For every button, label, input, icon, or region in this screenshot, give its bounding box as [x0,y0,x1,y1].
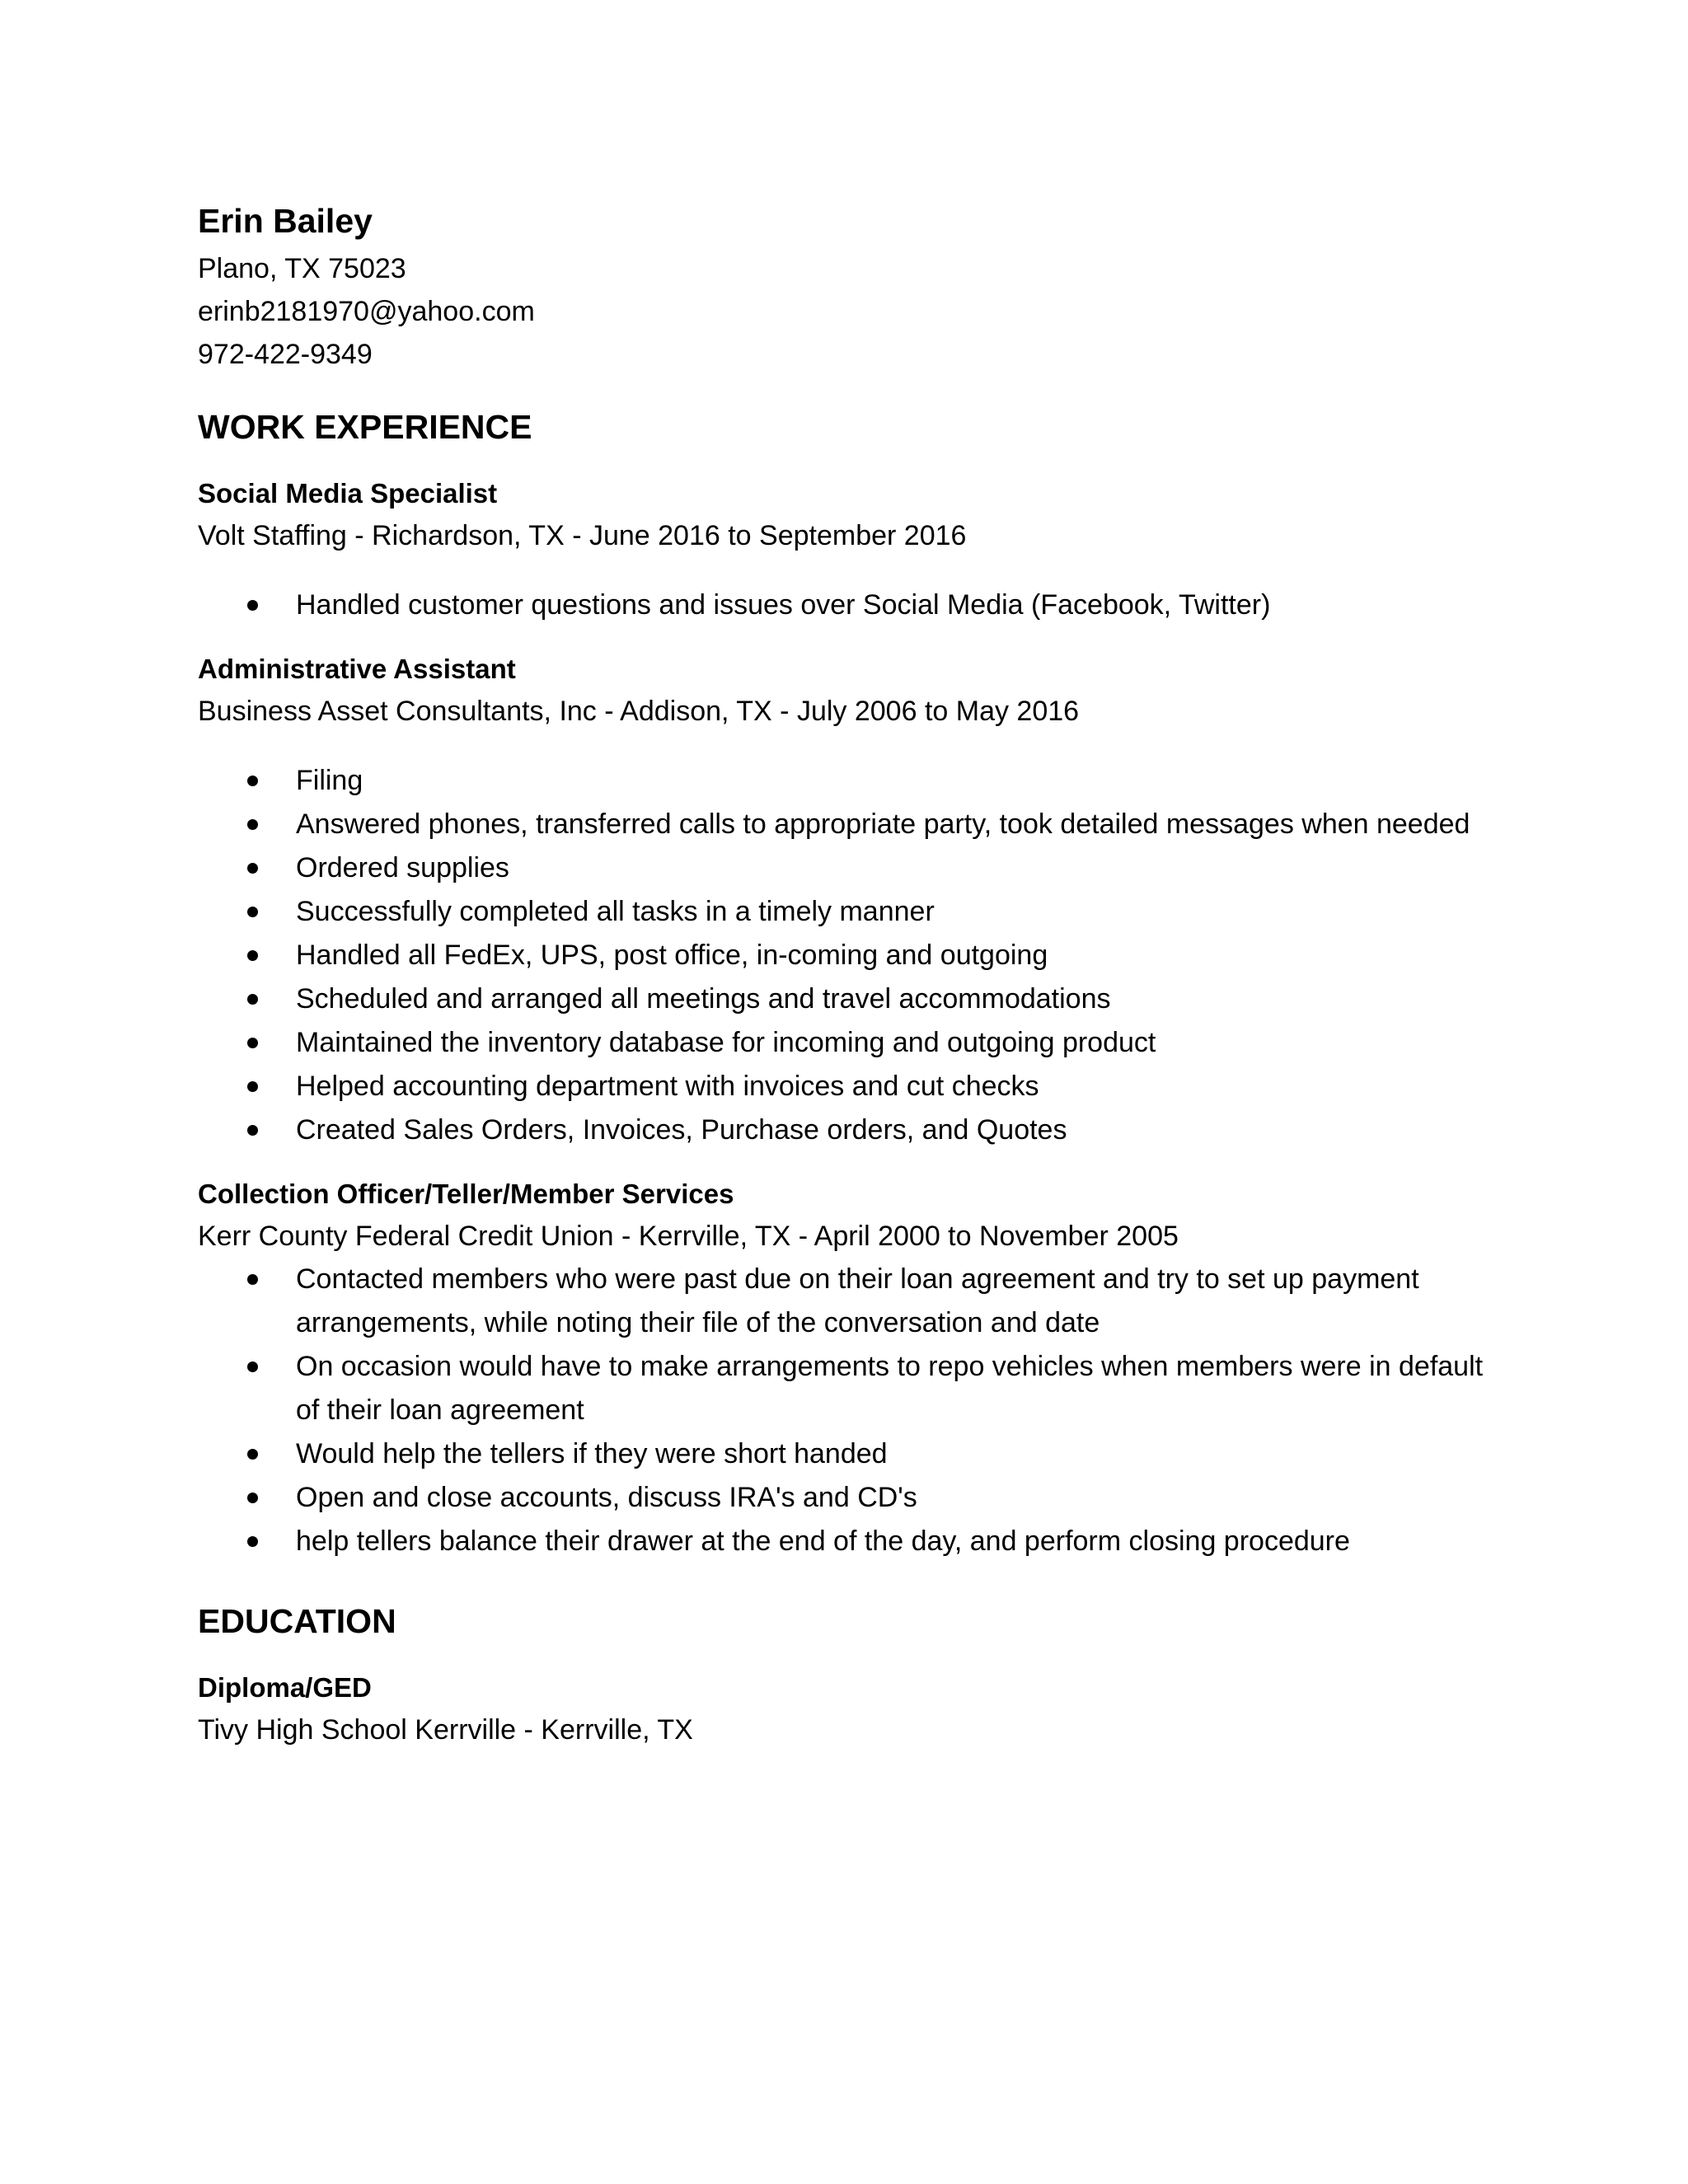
list-item: Created Sales Orders, Invoices, Purchase orders, and Quotes [198,1108,1500,1152]
job-entry-social-media [198,473,1500,627]
job-meta: Volt Staffing - Richardson, TX - June 2016 to September 2016 [198,520,967,551]
work-experience-heading: WORK EXPERIENCE [198,408,532,446]
bullet-icon [247,1038,258,1048]
list-item: Ordered supplies [198,846,1500,890]
list-item: Answered phones, transferred calls to appropriate party, took detailed messages when needed [198,803,1500,846]
degree-title: Diploma/GED [198,1672,372,1703]
job-bullets [198,759,1500,1152]
job-title: Administrative Assistant [198,654,516,684]
list-item: Would help the tellers if they were short handed [198,1432,1500,1476]
list-item: On occasion would have to make arrangements to repo vehicles when members were in default of their loan agreement [198,1345,1500,1432]
bullet-icon [247,994,258,1005]
education-heading: EDUCATION [198,1602,396,1640]
work-experience-section [198,402,1500,1563]
job-title: Social Media Specialist [198,478,498,509]
bullet-icon [247,1361,258,1372]
bullet-icon [247,863,258,874]
job-title: Collection Officer/Teller/Member Services [198,1179,734,1209]
resume-page [198,198,1500,1751]
list-item: Successfully completed all tasks in a timely manner [198,890,1500,934]
contact-block [198,198,1500,376]
list-item: Maintained the inventory database for incoming and outgoing product [198,1021,1500,1065]
bullet-icon [247,600,258,611]
bullet-icon [247,1081,258,1092]
job-meta: Business Asset Consultants, Inc - Addison, TX - July 2006 to May 2016 [198,696,1080,727]
bullet-icon [247,907,258,917]
phone: 972-422-9349 [198,339,373,370]
job-bullets [198,1258,1500,1563]
education-section [198,1596,1500,1751]
job-entry-collection-officer [198,1174,1500,1563]
list-item: help tellers balance their drawer at the end of the day, and perform closing procedure [198,1520,1500,1563]
bullet-icon [247,1449,258,1460]
list-item: Filing [198,759,1500,803]
list-item: Contacted members who were past due on their loan agreement and try to set up payment arrangements, while noting their file of the conversation and date [198,1258,1500,1345]
list-item: Handled customer questions and issues over Social Media (Facebook, Twitter) [198,583,1500,627]
bullet-icon [247,1493,258,1503]
school-meta: Tivy High School Kerrville - Kerrville, TX [198,1714,693,1746]
bullet-icon [247,1536,258,1547]
list-item: Helped accounting department with invoices and cut checks [198,1065,1500,1108]
location: Plano, TX 75023 [198,253,406,284]
job-bullets [198,583,1500,627]
list-item: Handled all FedEx, UPS, post office, in-coming and outgoing [198,934,1500,977]
list-item: Open and close accounts, discuss IRA's and CD's [198,1476,1500,1520]
bullet-icon [247,776,258,786]
candidate-name: Erin Bailey [198,202,373,240]
bullet-icon [247,1125,258,1136]
list-item: Scheduled and arranged all meetings and travel accommodations [198,977,1500,1021]
job-entry-admin-assistant [198,649,1500,1152]
bullet-icon [247,819,258,830]
bullet-icon [247,1274,258,1285]
job-meta: Kerr County Federal Credit Union - Kerrville, TX - April 2000 to November 2005 [198,1221,1179,1252]
email: erinb2181970@yahoo.com [198,296,535,327]
bullet-icon [247,950,258,961]
